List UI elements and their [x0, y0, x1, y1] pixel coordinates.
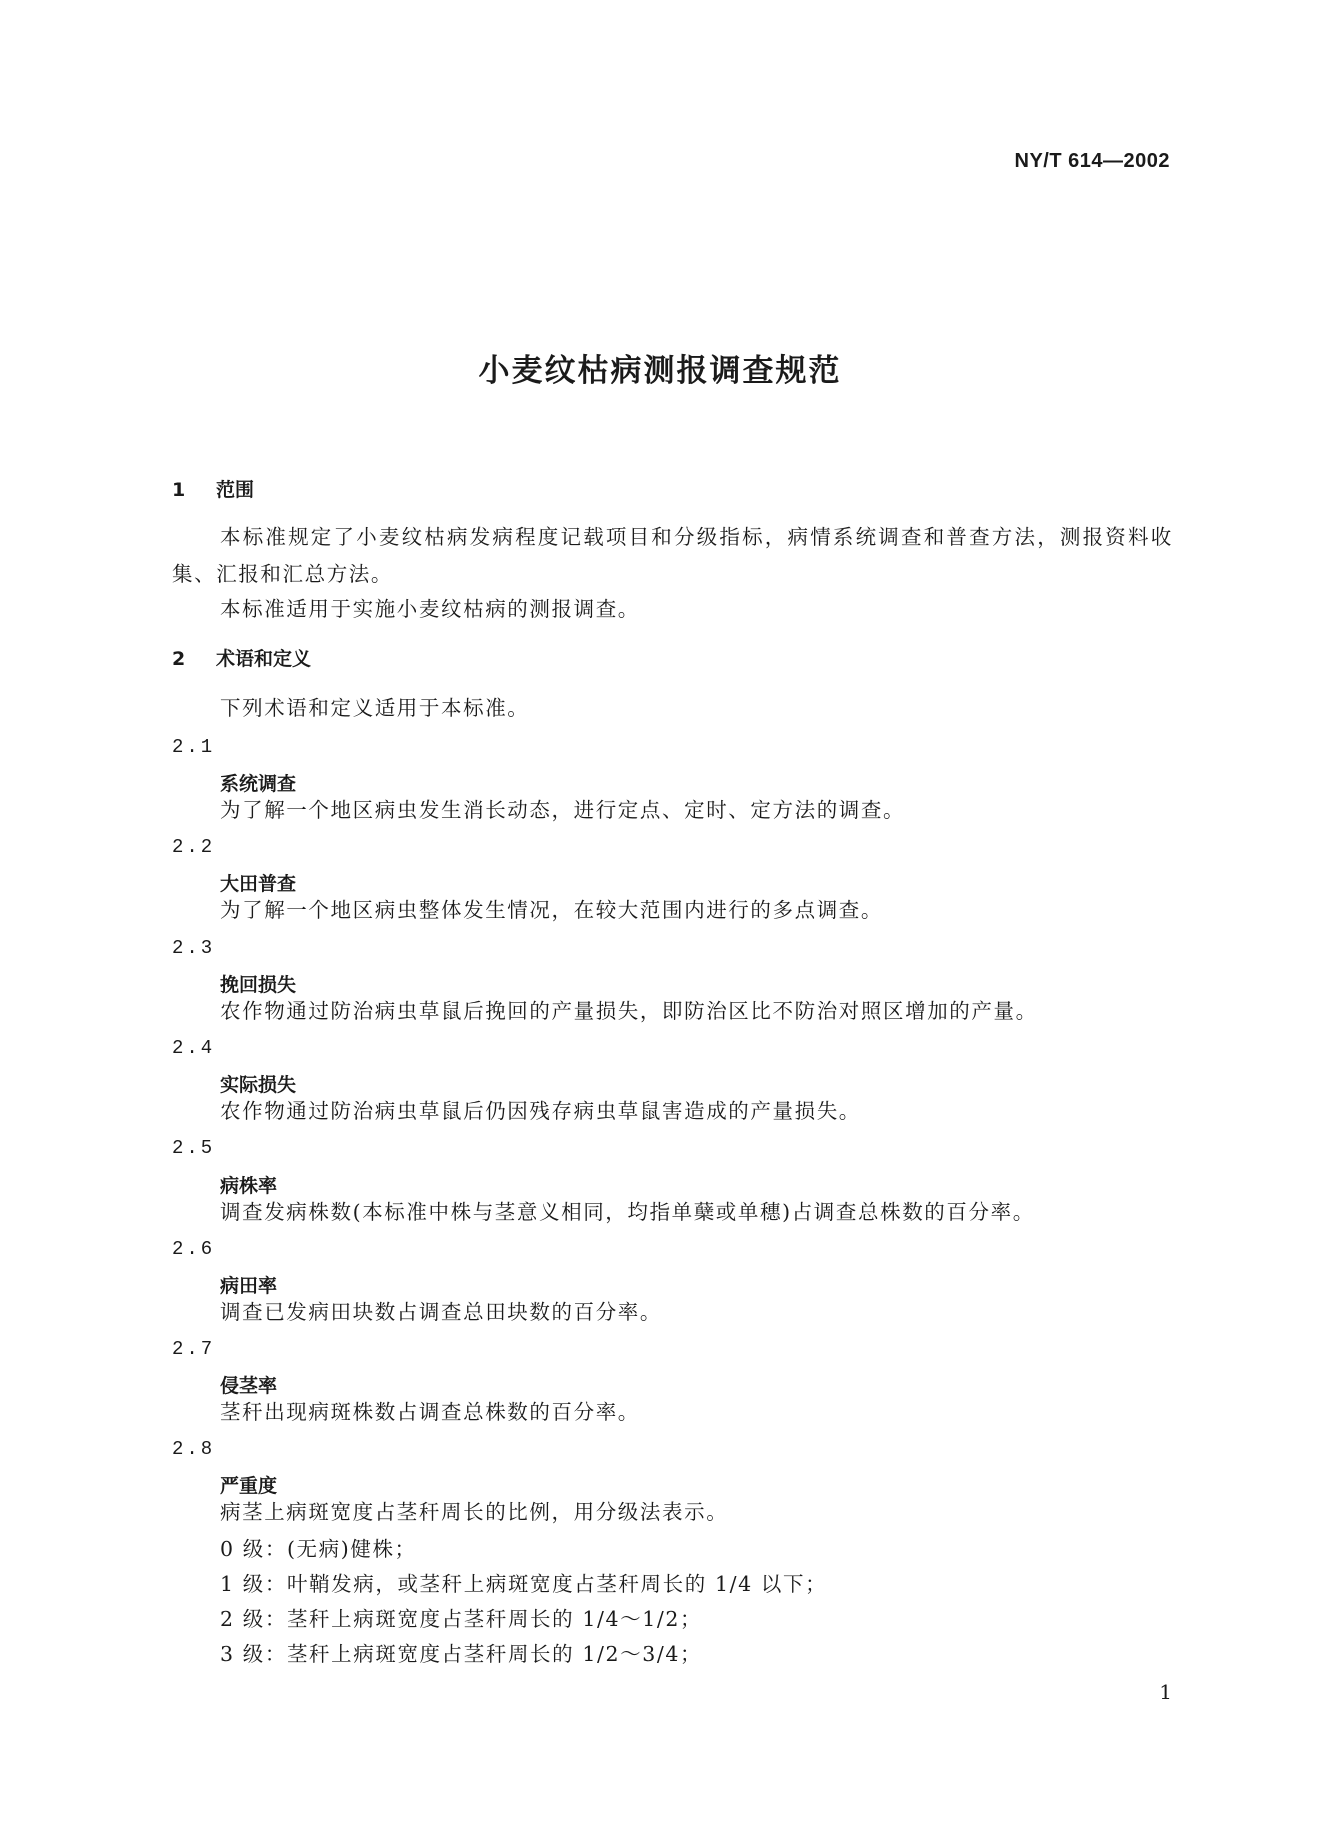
term-definition: 病茎上病斑宽度占茎秆周长的比例，用分级法表示。	[220, 1500, 729, 1524]
term-definition: 茎秆出现病斑株数占调查总株数的百分率。	[220, 1400, 640, 1424]
section-2-heading	[172, 645, 311, 673]
severity-grade: 0 级：(无病)健株；	[220, 1537, 417, 1561]
term-definition: 农作物通过防治病虫草鼠后仍因残存病虫草鼠害造成的产量损失。	[220, 1099, 861, 1123]
term-definition: 为了解一个地区病虫发生消长动态，进行定点、定时、定方法的调查。	[220, 798, 906, 822]
term-name: 大田普查	[220, 873, 297, 895]
page-number: 1	[1159, 1680, 1172, 1704]
clause-number: 2.1	[172, 736, 216, 758]
term-name: 病田率	[220, 1275, 278, 1297]
section-title: 范围	[216, 479, 255, 501]
section-title: 术语和定义	[216, 648, 312, 670]
standard-code: NY/T 614—2002	[1014, 150, 1170, 172]
term-definition: 为了解一个地区病虫整体发生情况，在较大范围内进行的多点调查。	[220, 898, 883, 922]
scope-paragraph-line-2: 集、汇报和汇总方法。	[172, 562, 393, 586]
section-number: 2	[172, 648, 186, 670]
section-1-heading	[172, 476, 254, 504]
clause-number: 2.2	[172, 836, 216, 858]
term-name: 挽回损失	[220, 974, 297, 996]
term-name: 实际损失	[220, 1074, 297, 1096]
clause-number: 2.8	[172, 1438, 216, 1460]
term-name: 病株率	[220, 1175, 278, 1197]
document-title: 小麦纹枯病测报调查规范	[478, 353, 842, 389]
term-name: 侵茎率	[220, 1375, 278, 1397]
severity-grade: 2 级：茎秆上病斑宽度占茎秆周长的 1/4～1/2；	[220, 1607, 703, 1631]
term-name: 系统调查	[220, 773, 297, 795]
term-definition: 调查发病株数(本标准中株与茎意义相同，均指单蘖或单穗)占调查总株数的百分率。	[220, 1200, 1035, 1224]
term-definition: 调查已发病田块数占调查总田块数的百分率。	[220, 1300, 662, 1324]
term-definition: 农作物通过防治病虫草鼠后挽回的产量损失，即防治区比不防治对照区增加的产量。	[220, 999, 1038, 1023]
clause-number: 2.3	[172, 937, 216, 959]
severity-grade: 3 级：茎秆上病斑宽度占茎秆周长的 1/2～3/4；	[220, 1642, 703, 1666]
scope-applicability: 本标准适用于实施小麦纹枯病的测报调查。	[220, 597, 640, 621]
term-name: 严重度	[220, 1475, 278, 1497]
scope-paragraph-line-1: 本标准规定了小麦纹枯病发病程度记载项目和分级指标，病情系统调查和普查方法，测报资料收	[220, 525, 1174, 549]
clause-number: 2.7	[172, 1338, 216, 1360]
section-number: 1	[172, 479, 186, 501]
terms-intro: 下列术语和定义适用于本标准。	[220, 696, 530, 720]
severity-grade: 1 级：叶鞘发病，或茎秆上病斑宽度占茎秆周长的 1/4 以下；	[220, 1572, 828, 1596]
clause-number: 2.6	[172, 1238, 216, 1260]
clause-number: 2.5	[172, 1137, 216, 1159]
clause-number: 2.4	[172, 1037, 216, 1059]
